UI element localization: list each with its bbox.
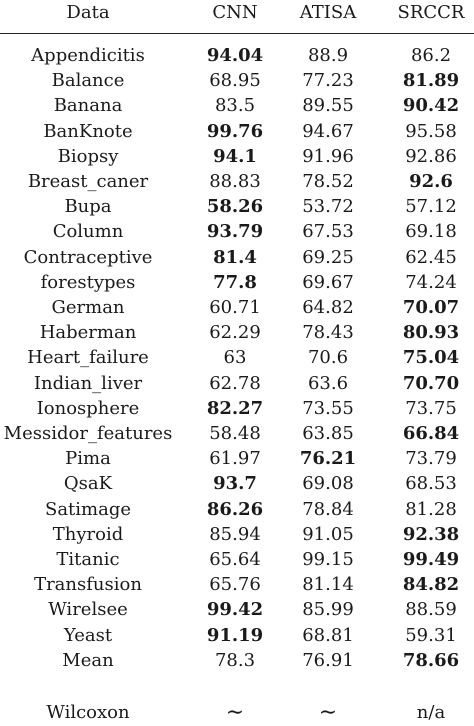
- atisa-value: 88.9: [307, 45, 349, 66]
- dataset-name: forestypes: [40, 271, 136, 293]
- cnn-value: 94.1: [213, 145, 257, 167]
- srccr-value: 92.38: [402, 523, 460, 545]
- cnn-value: 93.79: [206, 221, 264, 243]
- header-cnn: CNN: [212, 2, 258, 23]
- atisa-value: 63.85: [302, 423, 354, 444]
- atisa-value: 53.72: [302, 196, 354, 218]
- dataset-name: Transfusion: [34, 574, 142, 596]
- dataset-name: Wirelsee: [48, 599, 128, 621]
- atisa-value: 78.43: [302, 322, 354, 344]
- srccr-value: 73.75: [405, 397, 457, 419]
- srccr-value: 75.04: [402, 347, 460, 369]
- table-row: [0, 597, 474, 622]
- atisa-value: 78.84: [302, 498, 354, 520]
- table-header: [0, 0, 474, 25]
- dataset-name: Indian_liver: [33, 372, 143, 394]
- cnn-value: 68.95: [209, 70, 261, 92]
- table-row: [0, 623, 474, 648]
- dataset-name: Satimage: [44, 498, 132, 520]
- table-row: [0, 194, 474, 219]
- srccr-value: 81.28: [405, 498, 457, 520]
- cnn-value: 99.42: [206, 599, 264, 621]
- dataset-name: Titanic: [56, 549, 120, 570]
- dataset-name: Balance: [51, 70, 125, 92]
- atisa-value: 91.96: [302, 145, 354, 167]
- table-row: [0, 245, 474, 270]
- table-row: [0, 219, 474, 244]
- cnn-value: 65.76: [209, 574, 261, 596]
- dataset-name: Column: [52, 221, 124, 243]
- cnn-value: 77.8: [213, 271, 257, 293]
- srccr-value: 74.24: [405, 271, 457, 293]
- cnn-value: 85.94: [209, 523, 261, 545]
- cnn-value: 83.5: [214, 95, 256, 117]
- table-row: [0, 43, 474, 68]
- srccr-value: 62.45: [405, 246, 457, 268]
- atisa-value: 89.55: [302, 95, 354, 117]
- srccr-value: 69.18: [405, 221, 457, 243]
- table-row: [0, 522, 474, 547]
- atisa-value: 67.53: [302, 221, 354, 243]
- srccr-value: 81.89: [402, 70, 460, 92]
- table-row: [0, 572, 474, 597]
- atisa-value: 94.67: [302, 120, 354, 142]
- table-row: [0, 396, 474, 421]
- wilcoxon-row: [0, 700, 474, 725]
- table-row: [0, 144, 474, 169]
- dataset-name: Yeast: [63, 624, 113, 646]
- srccr-value: 90.42: [402, 95, 460, 117]
- table-row: [0, 93, 474, 118]
- srccr-value: 86.2: [410, 45, 452, 66]
- cnn-value: 78.3: [214, 649, 256, 671]
- cnn-value: 61.97: [209, 448, 261, 470]
- table-row: [0, 421, 474, 446]
- srccr-value: 78.66: [402, 649, 460, 671]
- srccr-value: 70.07: [402, 297, 460, 318]
- dataset-name: Heart_failure: [27, 347, 149, 369]
- srccr-value: 95.58: [405, 120, 457, 142]
- dataset-name: Biopsy: [57, 145, 119, 167]
- table-row: [0, 270, 474, 295]
- cnn-value: 58.26: [206, 196, 264, 218]
- srccr-value: 70.70: [402, 372, 460, 394]
- table-row: [0, 446, 474, 471]
- srccr-value: 92.6: [409, 171, 453, 192]
- atisa-value: 76.91: [302, 649, 354, 671]
- table-row: [0, 471, 474, 496]
- table-row: [0, 648, 474, 673]
- wilcoxon-cnn: ∼: [225, 700, 245, 725]
- wilcoxon-atisa: ∼: [318, 700, 338, 725]
- dataset-name: Bupa: [64, 196, 112, 218]
- cnn-value: 99.76: [206, 120, 264, 142]
- table-row: [0, 547, 474, 572]
- atisa-value: 81.14: [302, 574, 354, 596]
- srccr-value: 73.79: [405, 448, 457, 470]
- dataset-name: Breast_caner: [27, 171, 149, 192]
- dataset-name: Mean: [62, 649, 114, 671]
- atisa-value: 68.81: [302, 624, 354, 646]
- cnn-value: 62.78: [209, 372, 261, 394]
- atisa-value: 70.6: [307, 347, 349, 369]
- cnn-value: 93.7: [213, 473, 257, 495]
- dataset-name: QsaK: [63, 473, 113, 495]
- cnn-value: 62.29: [209, 322, 261, 344]
- atisa-value: 73.55: [302, 397, 354, 419]
- atisa-value: 69.08: [302, 473, 354, 495]
- srccr-value: 92.86: [405, 145, 457, 167]
- cnn-value: 82.27: [206, 397, 264, 419]
- atisa-value: 91.05: [302, 523, 354, 545]
- srccr-value: 88.59: [405, 599, 457, 621]
- cnn-value: 65.64: [209, 549, 261, 570]
- cnn-value: 94.04: [206, 45, 264, 66]
- srccr-value: 66.84: [402, 423, 460, 444]
- table-row: [0, 68, 474, 93]
- atisa-value: 63.6: [307, 372, 349, 394]
- dataset-name: Contraceptive: [23, 246, 153, 268]
- table-row: [0, 345, 474, 370]
- dataset-name: Pima: [65, 448, 111, 470]
- table-row: [0, 320, 474, 345]
- header-atisa: ATISA: [299, 2, 357, 23]
- dataset-name: Appendicitis: [31, 45, 145, 66]
- atisa-value: 85.99: [302, 599, 354, 621]
- srccr-value: 80.93: [402, 322, 460, 344]
- cnn-value: 86.26: [206, 498, 264, 520]
- atisa-value: 76.21: [299, 448, 357, 470]
- wilcoxon-srccr: n/a: [416, 702, 446, 723]
- atisa-value: 99.15: [302, 549, 354, 570]
- atisa-value: 69.25: [302, 246, 354, 268]
- dataset-name: Ionosphere: [36, 397, 140, 419]
- cnn-value: 91.19: [206, 624, 264, 646]
- header-rule: [0, 33, 474, 34]
- cnn-value: 60.71: [209, 297, 261, 318]
- dataset-name: BanKnote: [43, 120, 133, 142]
- atisa-value: 78.52: [302, 171, 354, 192]
- header-data: Data: [66, 2, 110, 23]
- cnn-value: 58.48: [209, 423, 261, 444]
- srccr-value: 84.82: [402, 574, 460, 596]
- srccr-value: 68.53: [405, 473, 457, 495]
- srccr-value: 57.12: [405, 196, 457, 218]
- cnn-value: 63: [223, 347, 247, 369]
- dataset-name: German: [51, 297, 125, 318]
- srccr-value: 99.49: [402, 549, 460, 570]
- atisa-value: 69.67: [302, 271, 354, 293]
- wilcoxon-label: Wilcoxon: [46, 702, 130, 723]
- table-row: [0, 119, 474, 144]
- cnn-value: 81.4: [213, 246, 257, 268]
- table-row: [0, 295, 474, 320]
- table-row: [0, 371, 474, 396]
- dataset-name: Messidor_features: [3, 423, 173, 444]
- dataset-name: Banana: [53, 95, 123, 117]
- header-srccr: SRCCR: [397, 2, 465, 23]
- dataset-name: Thyroid: [52, 523, 124, 545]
- table-row: [0, 497, 474, 522]
- table-row: [0, 169, 474, 194]
- srccr-value: 59.31: [405, 624, 457, 646]
- dataset-name: Haberman: [39, 322, 137, 344]
- atisa-value: 64.82: [302, 297, 354, 318]
- atisa-value: 77.23: [302, 70, 354, 92]
- cnn-value: 88.83: [209, 171, 261, 192]
